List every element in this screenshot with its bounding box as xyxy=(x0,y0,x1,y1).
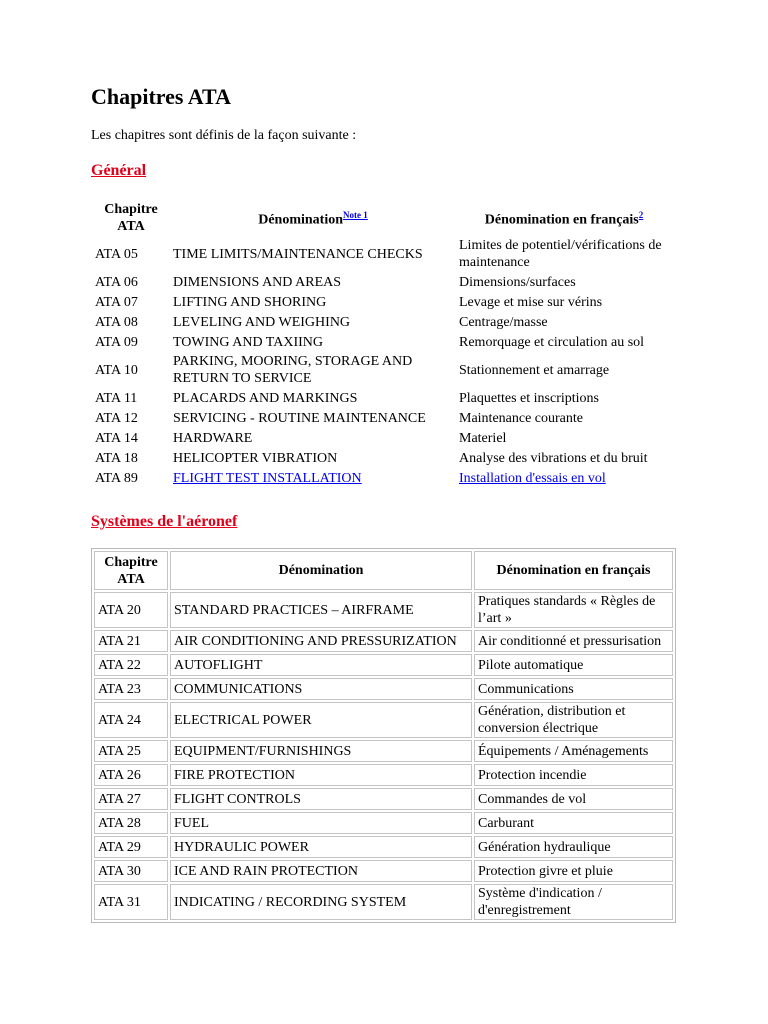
chapter-cell: ATA 28 xyxy=(94,812,168,834)
french-cell: Commandes de vol xyxy=(474,788,673,810)
table-row xyxy=(93,272,671,292)
french-cell: Materiel xyxy=(459,430,507,446)
name-cell: STANDARD PRACTICES – AIRFRAME xyxy=(170,592,472,628)
chapter-cell: ATA 12 xyxy=(95,410,138,426)
header-name: Dénomination xyxy=(170,551,472,590)
french-cell: Protection givre et pluie xyxy=(474,860,673,882)
name-cell: ELECTRICAL POWER xyxy=(170,702,472,738)
name-cell xyxy=(171,468,455,488)
chapter-cell: ATA 21 xyxy=(94,630,168,652)
table-row xyxy=(94,812,673,834)
chapter-cell: ATA 29 xyxy=(94,836,168,858)
table-row xyxy=(94,836,673,858)
header-name xyxy=(171,200,455,236)
header-chapter: Chapitre ATA xyxy=(94,551,168,590)
french-cell: Plaquettes et inscriptions xyxy=(459,390,599,406)
chapter-cell: ATA 07 xyxy=(95,294,138,310)
header-french-label: Dénomination en français xyxy=(484,212,639,228)
chapter-cell: ATA 24 xyxy=(94,702,168,738)
chapter-cell: ATA 14 xyxy=(95,430,138,446)
french-cell: Génération, distribution et conversion électrique xyxy=(474,702,673,738)
french-cell: Système d'indication / d'enregistrement xyxy=(474,884,673,920)
table-row xyxy=(93,428,671,448)
general-chapters-table xyxy=(91,200,673,488)
table-row xyxy=(94,860,673,882)
table-row xyxy=(93,408,671,428)
table-row xyxy=(93,468,671,488)
table-row xyxy=(94,678,673,700)
table-row xyxy=(93,448,671,468)
french-cell: Équipements / Aménagements xyxy=(474,740,673,762)
chapter-cell: ATA 30 xyxy=(94,860,168,882)
table-row xyxy=(93,292,671,312)
french-cell: Remorquage et circulation au sol xyxy=(459,334,645,350)
name-cell: TOWING AND TAXIING xyxy=(173,334,324,350)
chapter-cell: ATA 18 xyxy=(95,450,138,466)
french-cell: Levage et mise sur vérins xyxy=(459,294,603,310)
table-row xyxy=(94,740,673,762)
table-row xyxy=(94,654,673,676)
name-cell: LEVELING AND WEIGHING xyxy=(173,314,351,330)
chapter-cell: ATA 27 xyxy=(94,788,168,810)
chapter-cell: ATA 89 xyxy=(95,470,138,486)
name-cell: FUEL xyxy=(170,812,472,834)
flight-test-installation-link[interactable]: FLIGHT TEST INSTALLATION xyxy=(173,470,362,486)
table-row xyxy=(93,312,671,332)
name-cell: PLACARDS AND MARKINGS xyxy=(173,390,358,406)
chapter-cell: ATA 06 xyxy=(95,274,138,290)
french-cell: Centrage/masse xyxy=(459,314,548,330)
name-cell: AIR CONDITIONING AND PRESSURIZATION xyxy=(170,630,472,652)
page-title: Chapitres ATA xyxy=(91,84,231,109)
name-cell: HYDRAULIC POWER xyxy=(170,836,472,858)
chapter-cell: ATA 08 xyxy=(95,314,138,330)
french-cell: Pratiques standards « Règles de l’art » xyxy=(474,592,673,628)
table-row xyxy=(94,630,673,652)
header-french: Dénomination en français xyxy=(474,551,673,590)
table-row xyxy=(93,332,671,352)
name-cell: EQUIPMENT/FURNISHINGS xyxy=(170,740,472,762)
chapter-cell: ATA 31 xyxy=(94,884,168,920)
french-cell xyxy=(457,468,671,488)
name-cell: HELICOPTER VIBRATION xyxy=(173,450,338,466)
name-cell: AUTOFLIGHT xyxy=(170,654,472,676)
table-row xyxy=(93,388,671,408)
chapter-cell: ATA 10 xyxy=(95,362,138,378)
section-heading-general: Général xyxy=(91,162,147,179)
chapter-cell: ATA 05 xyxy=(95,246,138,262)
chapter-cell: ATA 11 xyxy=(95,390,138,406)
french-cell: Communications xyxy=(474,678,673,700)
header-name-label: Dénomination xyxy=(258,212,344,228)
french-cell: Génération hydraulique xyxy=(474,836,673,858)
note-1-link[interactable]: Note 1 xyxy=(343,210,368,221)
chapter-cell: ATA 20 xyxy=(94,592,168,628)
section-heading-systems: Systèmes de l'aéronef xyxy=(91,513,238,530)
chapter-cell: ATA 23 xyxy=(94,678,168,700)
french-cell: Pilote automatique xyxy=(474,654,673,676)
chapter-cell: ATA 22 xyxy=(94,654,168,676)
name-cell: ICE AND RAIN PROTECTION xyxy=(170,860,472,882)
intro-text: Les chapitres sont définis de la façon suivante : xyxy=(91,128,357,143)
name-cell: COMMUNICATIONS xyxy=(170,678,472,700)
chapter-cell: ATA 25 xyxy=(94,740,168,762)
name-cell: DIMENSIONS AND AREAS xyxy=(173,274,342,290)
note-2-link[interactable]: 2 xyxy=(638,210,644,221)
french-cell: Analyse des vibrations et du bruit xyxy=(459,450,648,466)
chapter-cell: ATA 26 xyxy=(94,764,168,786)
name-cell: SERVICING - ROUTINE MAINTENANCE xyxy=(173,410,426,426)
name-cell: LIFTING AND SHORING xyxy=(173,294,327,310)
name-cell: INDICATING / RECORDING SYSTEM xyxy=(170,884,472,920)
table-row xyxy=(94,764,673,786)
french-cell: Air conditionné et pressurisation xyxy=(474,630,673,652)
table-row xyxy=(94,702,673,738)
table-row xyxy=(94,592,673,628)
name-cell: FLIGHT CONTROLS xyxy=(170,788,472,810)
name-cell: FIRE PROTECTION xyxy=(170,764,472,786)
table-row xyxy=(93,236,671,272)
header-french xyxy=(457,200,671,236)
french-cell: Limites de potentiel/vérifications de maintenance xyxy=(459,238,662,270)
french-cell: Stationnement et amarrage xyxy=(459,362,610,378)
header-chapter: Chapitre ATA xyxy=(104,202,158,234)
installation-essais-link[interactable]: Installation d'essais en vol xyxy=(459,470,606,486)
table-row xyxy=(93,352,671,388)
french-cell: Carburant xyxy=(474,812,673,834)
name-cell: PARKING, MOORING, STORAGE AND RETURN TO SERVICE xyxy=(173,354,413,386)
name-cell: TIME LIMITS/MAINTENANCE CHECKS xyxy=(173,246,423,262)
french-cell: Protection incendie xyxy=(474,764,673,786)
french-cell: Dimensions/surfaces xyxy=(459,274,576,290)
name-cell: HARDWARE xyxy=(173,430,253,446)
table-row xyxy=(94,884,673,920)
french-cell: Maintenance courante xyxy=(459,410,583,426)
table-row xyxy=(94,788,673,810)
aircraft-systems-table xyxy=(91,548,676,923)
chapter-cell: ATA 09 xyxy=(95,334,138,350)
